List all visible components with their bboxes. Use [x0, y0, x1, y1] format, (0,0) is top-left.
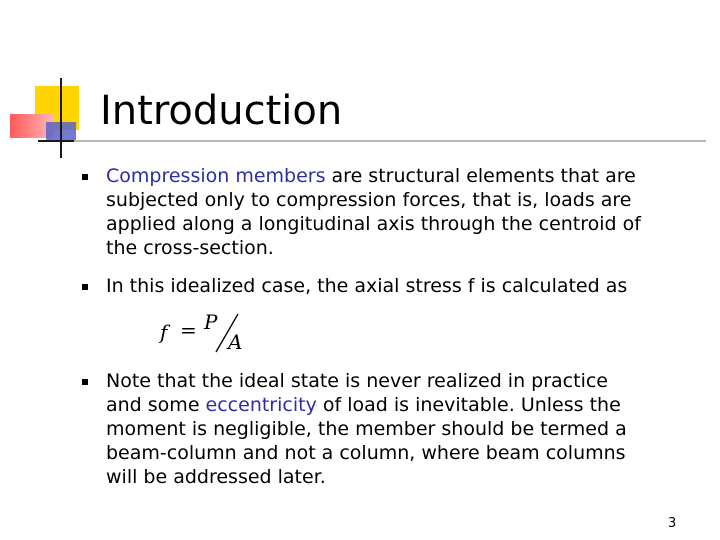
page-number: 3 [668, 516, 677, 531]
text-line: will be addressed later. [106, 466, 326, 488]
bullet-text-ideal-state [106, 369, 706, 489]
title-underline-accent [38, 140, 74, 142]
title-underline [38, 140, 706, 142]
slide-title: Introduction [100, 88, 343, 134]
text-line: subjected only to compression forces, that is, loads are [106, 189, 632, 211]
bullet-marker [82, 174, 88, 180]
formula-numerator: P [204, 310, 218, 334]
text-line: In this idealized case, the axial stress f is calculated as [106, 275, 628, 297]
text-line: the cross-section. [106, 237, 274, 259]
formula-equals: = [180, 318, 197, 342]
term-compression-members: Compression members [106, 165, 326, 187]
text-span: of load is inevitable. Unless the [316, 394, 621, 416]
axial-stress-formula [158, 312, 248, 356]
text-line: moment is negligible, the member should be termed a [106, 418, 627, 440]
bullet-marker [82, 379, 88, 385]
text-line: applied along a longitudinal axis through the centroid of [106, 213, 641, 235]
text-span: and some [106, 394, 206, 416]
bullet-text-compression-members [106, 164, 706, 260]
bullet-text-axial-stress [106, 274, 706, 298]
term-eccentricity: eccentricity [205, 394, 317, 416]
decor-vertical-line [60, 78, 62, 158]
text-line [106, 393, 706, 417]
text-line [106, 164, 706, 188]
text-line: beam-column and not a column, where beam columns [106, 442, 626, 464]
formula-denominator: A [228, 330, 243, 354]
bullet-marker [82, 284, 88, 290]
text-span: are structural elements that are [325, 165, 636, 187]
formula-lhs: f [160, 320, 168, 344]
text-line: Note that the ideal state is never realized in practice [106, 370, 608, 392]
